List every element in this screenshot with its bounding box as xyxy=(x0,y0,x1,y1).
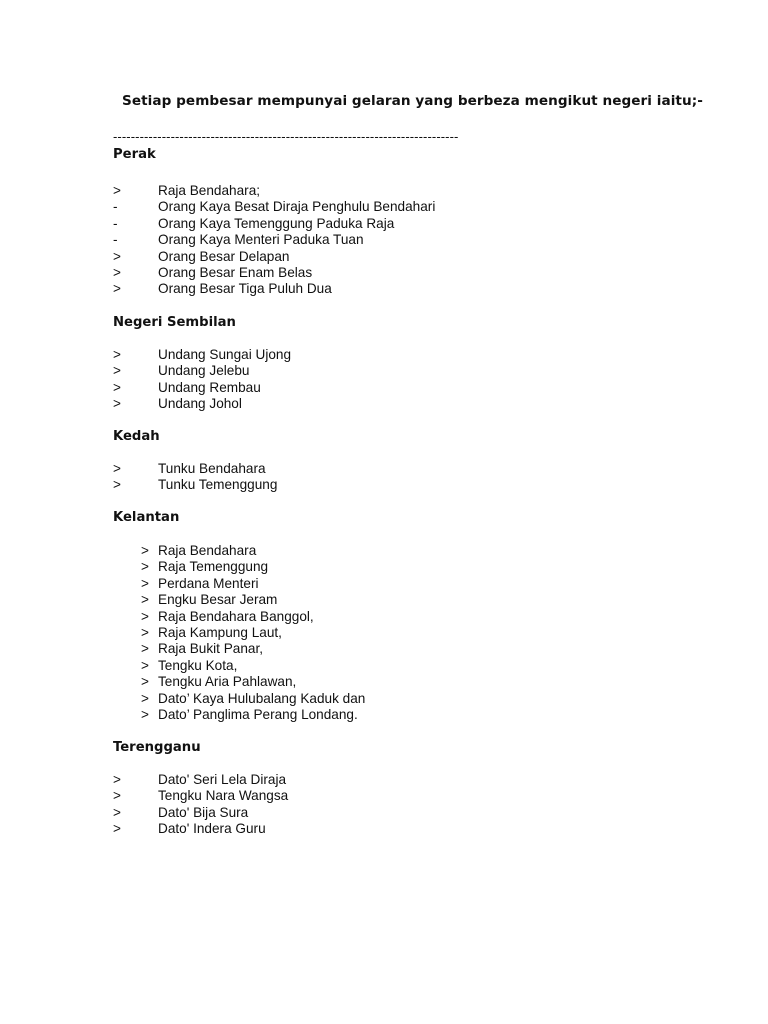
list-item-text: Tengku Kota, xyxy=(158,657,238,673)
list-marker: > xyxy=(141,559,149,575)
list-marker: > xyxy=(141,624,149,640)
list-marker: > xyxy=(141,674,149,690)
divider-line: ------------------------------------------------------------------------------ xyxy=(113,129,459,144)
list-marker: > xyxy=(113,379,121,395)
list-marker: > xyxy=(141,543,149,558)
list-item-text: Undang Rembau xyxy=(158,379,261,395)
list-marker: > xyxy=(113,821,121,837)
list-item-text: Dato' Bija Sura xyxy=(158,804,249,820)
list-item-text: Engku Besar Jeram xyxy=(158,592,278,608)
list-item-text: Dato' Seri Lela Diraja xyxy=(158,772,287,787)
list-item-text: Dato’ Kaya Hulubalang Kaduk dan xyxy=(158,690,366,706)
list-item-text: Raja Bukit Panar, xyxy=(158,641,264,657)
list-marker: > xyxy=(141,690,149,706)
list-item-text: Raja Bendahara xyxy=(158,543,257,558)
list-item-text: Dato’ Panglima Perang Londang. xyxy=(158,706,358,722)
section-heading-perak: Perak xyxy=(113,147,156,162)
list-marker: > xyxy=(113,264,121,280)
list-marker: > xyxy=(113,281,121,297)
list-item-text: Perdana Menteri xyxy=(158,575,259,591)
list-marker: > xyxy=(141,657,149,673)
list-marker: > xyxy=(141,575,149,591)
list-item-text: Tunku Bendahara xyxy=(158,461,266,476)
list-item-text: Raja Kampung Laut, xyxy=(158,624,282,640)
list-marker: > xyxy=(113,363,121,379)
section-heading-kelantan: Kelantan xyxy=(113,510,180,525)
list-item-text: Orang Kaya Temenggung Paduka Raja xyxy=(158,215,395,231)
list-marker: > xyxy=(113,183,121,198)
page-title: Setiap pembesar mempunyai gelaran yang berbeza mengikut negeri iaitu;- xyxy=(122,93,703,109)
list-item-text: Dato' Indera Guru xyxy=(158,821,266,837)
list-item-text: Tengku Nara Wangsa xyxy=(158,788,289,804)
list-marker: - xyxy=(113,232,118,248)
section-heading-terengganu: Terengganu xyxy=(113,740,201,755)
list-item-text: Orang Kaya Besat Diraja Penghulu Bendahari xyxy=(158,199,436,215)
list-item-text: Raja Bendahara; xyxy=(158,183,261,198)
list-marker: > xyxy=(113,461,121,476)
list-marker: > xyxy=(113,477,121,493)
list-item-text: Raja Temenggung xyxy=(158,559,269,575)
list-marker: > xyxy=(113,248,121,264)
list-marker: > xyxy=(141,592,149,608)
list-marker: > xyxy=(113,804,121,820)
list-marker: > xyxy=(141,706,149,722)
list-marker: - xyxy=(113,199,118,215)
list-item-text: Tengku Aria Pahlawan, xyxy=(158,674,297,690)
list-item-text: Orang Kaya Menteri Paduka Tuan xyxy=(158,232,364,248)
list-marker: - xyxy=(113,215,118,231)
list-marker: > xyxy=(113,347,121,362)
section-heading-kedah: Kedah xyxy=(113,429,160,444)
list-item-text: Orang Besar Enam Belas xyxy=(158,264,313,280)
list-marker: > xyxy=(113,772,121,787)
list-item-text: Orang Besar Delapan xyxy=(158,248,290,264)
list-item-text: Tunku Temenggung xyxy=(158,477,278,493)
list-marker: > xyxy=(141,608,149,624)
list-item-text: Undang Johol xyxy=(158,396,242,412)
list-marker: > xyxy=(113,396,121,412)
section-heading-negeri-sembilan: Negeri Sembilan xyxy=(113,315,236,330)
list-item-text: Orang Besar Tiga Puluh Dua xyxy=(158,281,332,297)
list-marker: > xyxy=(141,641,149,657)
list-marker: > xyxy=(113,788,121,804)
list-item-text: Undang Jelebu xyxy=(158,363,250,379)
list-item-text: Raja Bendahara Banggol, xyxy=(158,608,314,624)
list-item-text: Undang Sungai Ujong xyxy=(158,347,292,362)
